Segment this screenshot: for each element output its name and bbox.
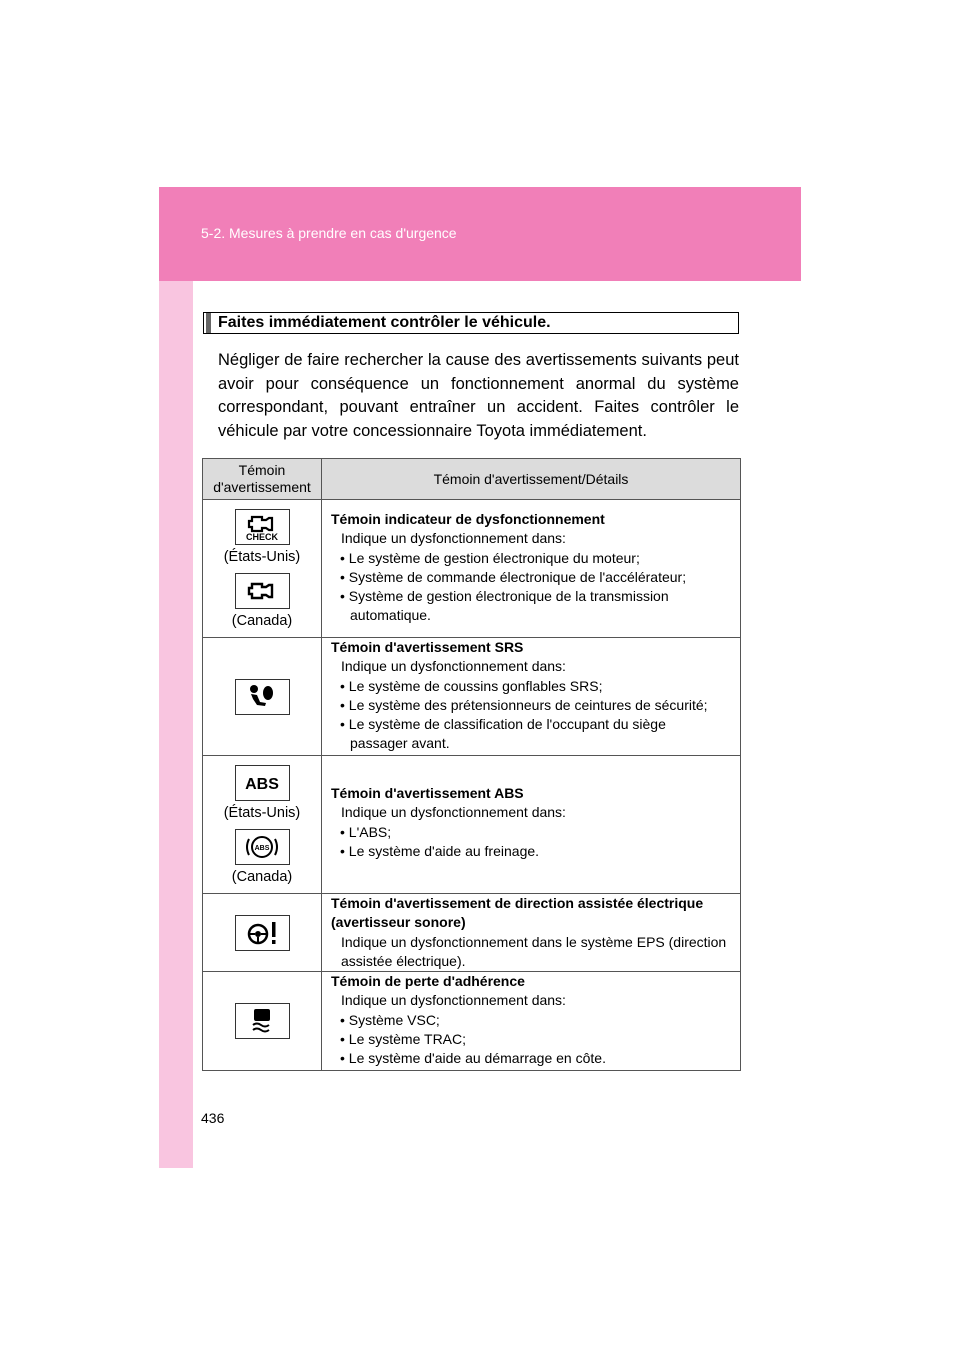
details-cell <box>322 972 741 1071</box>
svg-text:ABS: ABS <box>254 844 270 852</box>
table-row <box>203 500 741 638</box>
section-header-band <box>159 187 801 281</box>
light-title: Témoin d'avertissement SRS <box>331 639 524 655</box>
light-intro: Indique un dysfonctionnement dans: <box>341 530 566 547</box>
details-cell <box>322 638 741 756</box>
light-title: Témoin d'avertissement de direction assistée électrique (avertisseur sonore) <box>331 895 704 931</box>
page-sidebar <box>159 281 193 1168</box>
light-intro: Indique un dysfonctionnement dans: <box>341 658 566 675</box>
heading-text: Faites immédiatement contrôler le véhicule. <box>218 314 551 331</box>
icon-cell <box>203 638 322 756</box>
details-cell <box>322 894 741 972</box>
page-number: 436 <box>201 1110 225 1126</box>
list-item: • Le système des prétensionneurs de ceintures de sécurité; <box>340 696 708 713</box>
table-row <box>203 894 741 972</box>
eps-steering-icon <box>235 915 290 951</box>
light-intro: Indique un dysfonctionnement dans le système EPS (direction assistée électrique). <box>341 933 727 969</box>
list-item: • Système de gestion électronique de la transmission <box>340 588 669 605</box>
engine-icon <box>235 573 290 609</box>
heading-marker <box>206 313 211 333</box>
light-intro: Indique un dysfonctionnement dans: <box>341 992 566 1009</box>
details-cell <box>322 756 741 894</box>
icon-cell <box>203 756 322 894</box>
section-title: 5-2. Mesures à prendre en cas d'urgence <box>201 225 457 241</box>
table-row <box>203 756 741 894</box>
abs-icon <box>235 765 290 801</box>
region-label: (Canada) <box>231 612 293 629</box>
column-header-details: Témoin d'avertissement/Détails <box>322 459 741 500</box>
table-row <box>203 972 741 1071</box>
table-header-row <box>203 459 741 500</box>
abs-circle-icon <box>235 829 290 865</box>
list-item: • L'ABS; <box>340 823 392 840</box>
list-item: • Système VSC; <box>340 1011 440 1028</box>
intro-paragraph: Négliger de faire rechercher la cause des avertissements suivants peut avoir pour conséquence un fonctionnement anormal du système correspondant, pouvant entraîner un accident. Faites contrôler le véhicule par votre concessionnaire Toyota immédiatement. <box>218 351 739 440</box>
column-header-light: Témoin d'avertissement <box>203 459 322 500</box>
svg-text:ABS: ABS <box>245 775 279 793</box>
caution-heading <box>203 312 739 334</box>
region-label: (États-Unis) <box>223 804 301 821</box>
slip-indicator-icon <box>235 1003 290 1039</box>
light-title: Témoin d'avertissement ABS <box>331 785 524 801</box>
icon-cell <box>203 500 322 638</box>
list-item: • Le système d'aide au démarrage en côte. <box>340 1050 606 1067</box>
table-row <box>203 638 741 756</box>
list-item: • Le système d'aide au freinage. <box>340 842 540 859</box>
list-item: • Le système TRAC; <box>340 1031 467 1048</box>
light-title: Témoin de perte d'adhérence <box>331 973 525 990</box>
details-cell <box>322 500 741 638</box>
list-item-continuation: passager avant. <box>350 735 450 752</box>
region-label: (États-Unis) <box>223 548 301 565</box>
light-title: Témoin indicateur de dysfonctionnement <box>331 511 605 527</box>
warning-lights-table <box>202 458 741 1071</box>
list-item: • Le système de coussins gonflables SRS; <box>340 677 603 694</box>
icon-cell <box>203 894 322 972</box>
list-item: • Le système de classification de l'occupant du siège <box>340 716 666 733</box>
svg-text:CHECK: CHECK <box>245 531 279 542</box>
check-engine-icon <box>235 509 290 545</box>
icon-cell <box>203 972 322 1071</box>
light-intro: Indique un dysfonctionnement dans: <box>341 804 566 821</box>
srs-airbag-icon <box>235 679 290 715</box>
list-item-continuation: automatique. <box>350 607 431 624</box>
list-item: • Le système de gestion électronique du moteur; <box>340 549 640 566</box>
region-label: (Canada) <box>231 868 293 885</box>
list-item: • Système de commande électronique de l'accélérateur; <box>340 568 687 585</box>
